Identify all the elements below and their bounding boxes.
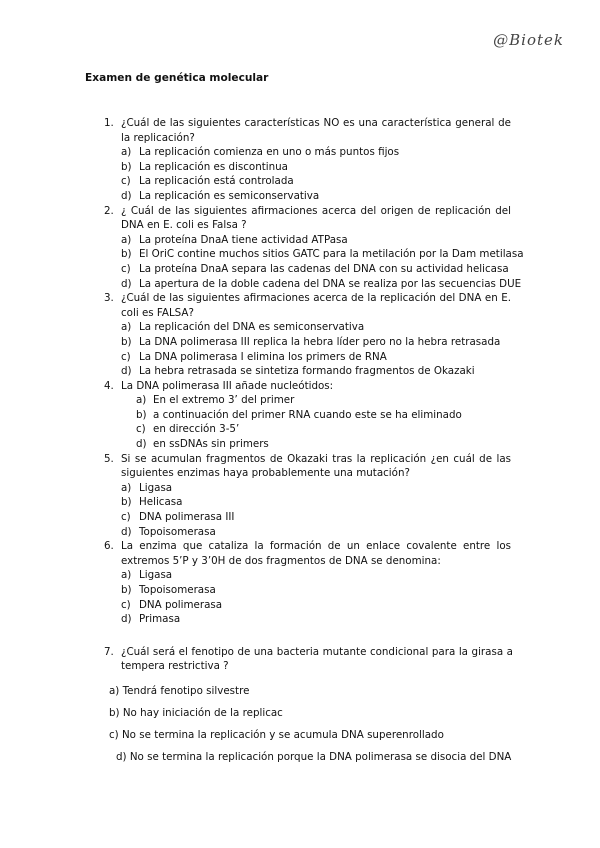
option-text: No se termina la replicación porque la DNA polimerasa se disocia del DNA	[129, 750, 512, 763]
question-text: ¿Cuál de las siguientes características NO es una característica general de la replicación?	[121, 117, 511, 144]
question-number: 2.	[104, 204, 114, 217]
watermark-signature: @Biotek	[493, 31, 564, 49]
option-label: a)	[136, 394, 147, 407]
option-text: La proteína DnaA tiene actividad ATPasa	[139, 233, 348, 246]
option-label: d)	[121, 365, 132, 378]
option-label: c)	[121, 262, 131, 275]
question-3	[0, 291, 600, 379]
question-text: La DNA polimerasa III añade nucleótidos:	[121, 379, 334, 392]
option-b	[0, 335, 600, 350]
option-label: b)	[136, 408, 147, 421]
option-text: DNA polimerasa III	[139, 511, 235, 524]
option-text: El OriC contine muchos sitios GATC para la metilación por la Dam metilasa	[139, 248, 524, 261]
option-label: b)	[121, 335, 132, 348]
option-label: c)	[121, 175, 131, 188]
question-7	[0, 645, 600, 769]
option-text: Tendrá fenotipo silvestre	[122, 684, 250, 697]
option-text: En el extremo 3’ del primer	[153, 394, 295, 407]
option-b	[0, 408, 600, 423]
option-a	[0, 233, 600, 248]
option-text: en ssDNAs sin primers	[153, 438, 269, 451]
option-d	[0, 189, 600, 204]
option-text: Primasa	[139, 613, 181, 626]
option-c	[0, 510, 600, 525]
option-d	[0, 277, 600, 292]
option-a	[0, 393, 600, 408]
question-number: 6.	[104, 540, 114, 553]
option-label: a)	[121, 233, 132, 246]
option-d	[0, 437, 600, 452]
option-c	[0, 598, 600, 613]
option-text: No hay iniciación de la replicac	[122, 706, 283, 719]
question-text: Si se acumulan fragmentos de Okazaki tras la replicación ¿en cuál de las siguientes enzimas haya probablemente una mutación?	[121, 452, 511, 480]
option-label: b)	[121, 248, 132, 261]
option-text: Ligasa	[139, 481, 173, 494]
option-text: La replicación es semiconservativa	[139, 189, 320, 202]
option-text: Ligasa	[139, 569, 173, 582]
option-text: La DNA polimerasa I elimina los primers de RNA	[139, 350, 387, 363]
option-text: Topoisomerasa	[139, 525, 216, 538]
question-4	[0, 379, 600, 452]
question-list	[0, 116, 600, 769]
option-text: La replicación comienza en uno o más puntos fijos	[139, 146, 400, 159]
question-5	[0, 452, 600, 540]
option-text: No se termina la replicación y se acumula DNA superenrollado	[121, 728, 444, 741]
question-text: ¿Cuál de las siguientes afirmaciones acerca de la replicación del DNA en E. coli es FALSA?	[121, 292, 511, 319]
option-b	[109, 706, 283, 721]
option-d	[0, 525, 600, 540]
question-text: ¿ Cuál de las siguientes afirmaciones acerca del origen de replicación del DNA en E. coli es Falsa ?	[121, 204, 511, 232]
option-text: La proteína DnaA separa las cadenas del DNA con su actividad helicasa	[139, 262, 509, 275]
option-text: La DNA polimerasa III replica la hebra líder pero no la hebra retrasada	[139, 335, 501, 348]
option-b	[0, 495, 600, 510]
option-label: d)	[121, 189, 132, 202]
option-label: a)	[121, 146, 132, 159]
option-text: La apertura de la doble cadena del DNA se realiza por las secuencias DUE	[139, 277, 522, 290]
option-label: d)	[121, 525, 132, 538]
option-c	[0, 350, 600, 365]
question-2	[0, 204, 600, 292]
question-text: ¿Cuál será el fenotipo de una bacteria mutante condicional para la girasa a tempera restrictiva ?	[121, 645, 513, 673]
option-c	[0, 174, 600, 189]
option-label: a)	[121, 569, 132, 582]
option-label: c)	[109, 728, 119, 741]
question-number: 4.	[104, 379, 114, 392]
option-label: b)	[121, 584, 132, 596]
option-label: c)	[121, 511, 131, 524]
option-b	[0, 247, 600, 262]
option-a	[0, 320, 600, 335]
option-text: La replicación es discontinua	[139, 160, 288, 173]
option-text: La replicación está controlada	[139, 175, 294, 188]
option-b	[0, 160, 600, 175]
option-label: b)	[109, 706, 120, 719]
question-1	[0, 116, 600, 204]
option-d	[0, 364, 600, 379]
option-label: c)	[121, 598, 131, 611]
option-label: b)	[121, 496, 132, 509]
option-c	[109, 728, 444, 743]
option-label: b)	[121, 160, 132, 173]
question-number: 5.	[104, 452, 114, 465]
option-label: a)	[121, 321, 132, 334]
option-text: DNA polimerasa	[139, 598, 223, 611]
option-label: d)	[121, 277, 132, 290]
page-title: Examen de genética molecular	[85, 72, 269, 84]
q7-options	[0, 674, 600, 769]
option-a	[0, 145, 600, 160]
option-text: La hebra retrasada se sintetiza formando fragmentos de Okazaki	[139, 365, 475, 378]
question-number: 3.	[104, 292, 114, 305]
option-d	[116, 750, 511, 765]
option-a	[109, 684, 249, 699]
question-number: 7.	[104, 645, 114, 658]
option-label: c)	[121, 350, 131, 363]
option-text: La replicación del DNA es semiconservativa	[139, 321, 365, 334]
option-label: a)	[109, 684, 120, 697]
question-text: La enzima que cataliza la formación de un enlace covalente entre los extremos 5’P y 3’0H de dos fragmentos de DNA se denomina:	[121, 540, 511, 567]
option-a	[0, 481, 600, 496]
option-text: Topoisomerasa	[139, 584, 216, 596]
question-6	[0, 539, 600, 627]
option-label: c)	[136, 423, 146, 436]
option-label: d)	[116, 750, 127, 763]
option-text: en dirección 3-5’	[153, 423, 240, 436]
option-text: a continuación del primer RNA cuando este se ha eliminado	[153, 408, 462, 421]
question-number: 1.	[104, 117, 114, 129]
option-b	[0, 583, 600, 598]
option-label: d)	[136, 438, 147, 451]
option-label: d)	[121, 613, 132, 626]
option-c	[0, 262, 600, 277]
option-text: Helicasa	[139, 496, 183, 509]
option-a	[0, 568, 600, 583]
option-label: a)	[121, 481, 132, 494]
option-d	[0, 612, 600, 627]
option-c	[0, 422, 600, 437]
